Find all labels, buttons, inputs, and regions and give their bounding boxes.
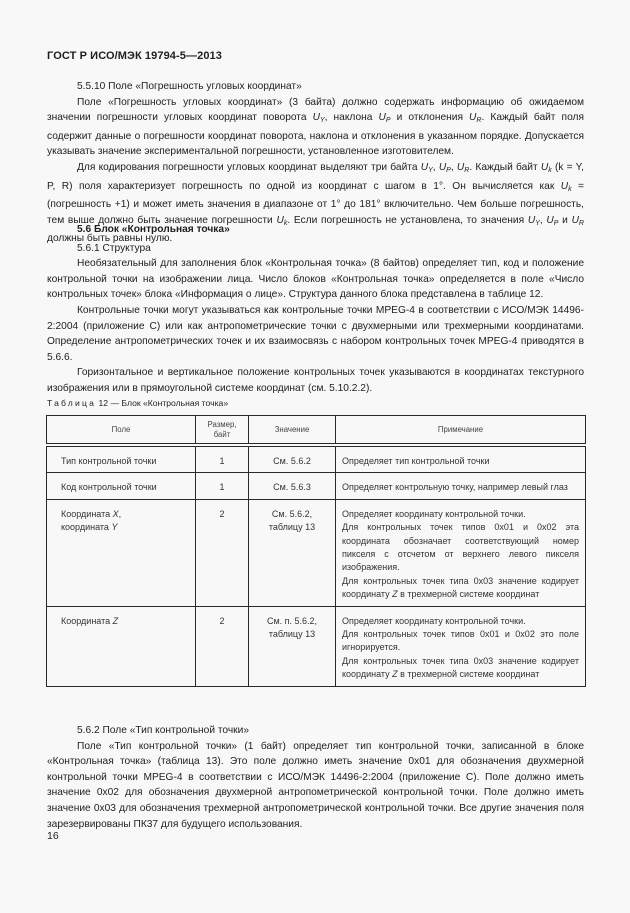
control-point-table <box>46 415 586 687</box>
section-title: 5.6 Блок «Контрольная точка» <box>77 224 230 235</box>
table-row: Координата X, координата Y 2 См. 5.6.2, таблицу 13 Определяет координату контрольной точки. Для контрольных точек типов 0x01 и 0x02 эта координата обозначает соответствующий номер пикселя с отсчетом от верхнего левого пикселя изображения. Для контрольных точек типа 0x03 значение кодирует координату Z в трехмерной системе координат <box>47 499 586 606</box>
section-title: 5.6.2 Поле «Тип контрольной точки» <box>77 725 249 736</box>
header-value: Значение <box>249 416 336 446</box>
section-5-6 <box>47 222 584 397</box>
paragraph: Контрольные точки могут указываться как контрольные точки MPEG-4 в соответствии с ИСО/МЭК 14496-2:2004 (приложение С) или как антропометрические точки с двухмерными или трехмерными координатами. Определение антропометрических точек и их взаимосвязь с набором контрольных точек MPEG-4 приводятся в 5.6.6. <box>47 304 584 363</box>
table-row: Тип контрольной точки 1 См. 5.6.2 Определяет тип контрольной точки <box>47 445 586 473</box>
paragraph: Горизонтальное и вертикальное положение контрольных точек указываются в координатах текстурного изображения или в прямоугольной системе координат (см. 5.10.2.2). <box>47 367 584 394</box>
table-row: Код контрольной точки 1 См. 5.6.3 Определяет контрольную точку, например левый глаз <box>47 473 586 499</box>
subsection-title: 5.6.1 Структура <box>77 242 151 254</box>
paragraph: Поле «Тип контрольной точки» (1 байт) определяет тип контрольной точки, записанной в блоке «Контрольная точка» (таблица 13). Это поле должно иметь значение 0x01 для обозначения двухмерной контрольной точки MPEG-4 в соответствии с ИСО/МЭК 14496-2:2004 (приложение С). Поле должно иметь значение 0x02 для обозначения двухмерной антропометрической контрольной точки. Поле должно иметь значение 0x03 для обозначения трехмерной антропометрической контрольной точки. Все другие значения поля зарезервированы ПК37 для будущего использования. <box>47 740 584 830</box>
section-5-6-2 <box>47 723 584 832</box>
document-header: ГОСТ Р ИСО/МЭК 19794-5—2013 <box>47 50 222 62</box>
paragraph: Поле «Погрешность угловых координат» (3 байта) должно содержать информацию об ожидаемом значении погрешности угловых координат поворота $U_Y$, наклона $U_P$ и отклонения $U_R$. Каждый байт поля содержит данные о погрешности координат поворота, наклона и отклонения в указанном порядке. Допускается указывать значение экспериментальной погрешности, установленное изготовителем. <box>47 96 584 158</box>
paragraph: Необязательный для заполнения блок «Контрольная точка» (8 байтов) определяет тип, код и положение контрольной точки на изображении лица. Число блоков «Контрольная точка» определяется в поле «Число контрольных точек» блока «Информация о лице». Структура данного блока представлена в таблице 12. <box>47 258 584 301</box>
page-number: 16 <box>47 830 59 842</box>
header-field: Поле <box>47 416 196 446</box>
table-caption: Таблица 12 — Блок «Контрольная точка» <box>47 398 229 408</box>
header-size: Размер, байт <box>196 416 249 446</box>
section-title: 5.5.10 Поле «Погрешность угловых координат» <box>77 81 302 92</box>
header-note: Примечание <box>336 416 586 446</box>
table-header-row <box>47 416 586 446</box>
table-row: Координата Z 2 См. п. 5.6.2, таблицу 13 Определяет координату контрольной точки. Для контрольных точек типов 0x01 и 0x02 это поле игнорируется. Для контрольных точек типа 0x03 значение кодирует координату Z в трехмерной системе координат <box>47 606 586 686</box>
paragraph: Для кодирования погрешности угловых координат выделяют три байта $U_Y$, $U_P$, $U_R$. Каждый байт $U_k$ (k = Y, P, R) поля характеризует погрешность по одной из координат с шагом в 1°. Он вычисляется как $U_k$ = (погрешность +1) и может иметь значения в диапазоне от 1° до 181° включительно. Чем больше погрешность, тем выше должно быть значение погрешности $U_k$. Если погрешность не установлена, то значения $U_Y$, $U_P$ и $U_R$ должны быть равны нулю. <box>47 161 584 245</box>
